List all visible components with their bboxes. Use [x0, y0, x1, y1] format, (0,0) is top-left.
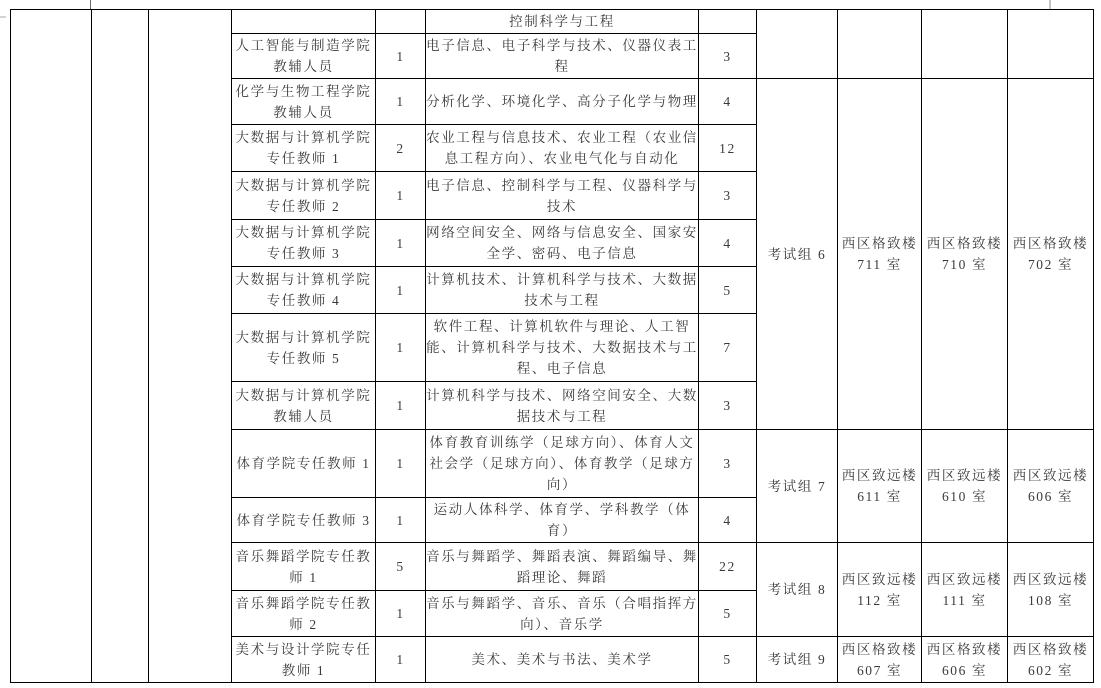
room-cell-1: 西区格致楼 711 室	[838, 79, 922, 430]
page-edge-mark	[0, 16, 6, 18]
majors-cell: 音乐与舞蹈学、音乐、音乐（合唱指挥方向）、音乐学	[426, 591, 699, 637]
position-cell: 美术与设计学院专任教师 1	[232, 637, 376, 683]
count-cell: 12	[699, 125, 757, 172]
position-cell: 大数据与计算机学院专任教师 3	[232, 220, 376, 267]
position-cell: 体育学院专任教师 3	[232, 498, 376, 543]
position-cell: 大数据与计算机学院专任教师 5	[232, 314, 376, 382]
quota-cell: 1	[376, 314, 426, 382]
position-cell: 音乐舞蹈学院专任教师 2	[232, 591, 376, 637]
quota-cell: 1	[376, 267, 426, 314]
position-cell: 化学与生物工程学院教辅人员	[232, 79, 376, 125]
quota-cell	[376, 10, 426, 34]
room-cell-3: 西区格致楼 702 室	[1008, 79, 1094, 430]
room-cell-1: 西区格致楼 607 室	[838, 637, 922, 683]
quota-cell: 1	[376, 220, 426, 267]
majors-cell: 电子信息、电子科学与技术、仪器仪表工程	[426, 34, 699, 79]
count-cell	[699, 10, 757, 34]
majors-cell: 软件工程、计算机软件与理论、人工智能、计算机科学与技术、大数据技术与工程、电子信息	[426, 314, 699, 382]
majors-cell: 音乐与舞蹈学、舞蹈表演、舞蹈编导、舞蹈理论、舞蹈	[426, 543, 699, 591]
exam-group-cell: 考试组 8	[757, 543, 838, 637]
count-cell: 3	[699, 430, 757, 498]
count-cell: 7	[699, 314, 757, 382]
quota-cell: 1	[376, 172, 426, 220]
quota-cell: 5	[376, 543, 426, 591]
quota-cell: 1	[376, 430, 426, 498]
count-cell: 3	[699, 34, 757, 79]
room-cell-3	[1008, 10, 1094, 79]
room-cell-1	[838, 10, 922, 79]
majors-cell: 网络空间安全、网络与信息安全、国家安全学、密码、电子信息	[426, 220, 699, 267]
position-cell: 大数据与计算机学院教辅人员	[232, 382, 376, 430]
majors-cell: 计算机技术、计算机科学与技术、大数据技术与工程	[426, 267, 699, 314]
quota-cell: 1	[376, 34, 426, 79]
room-cell-2: 西区格致楼 606 室	[922, 637, 1008, 683]
quota-cell: 1	[376, 498, 426, 543]
count-cell: 4	[699, 498, 757, 543]
position-cell: 音乐舞蹈学院专任教师 1	[232, 543, 376, 591]
position-cell: 大数据与计算机学院专任教师 1	[232, 125, 376, 172]
left-column-a-cell	[11, 10, 92, 683]
quota-cell: 2	[376, 125, 426, 172]
table-row	[11, 10, 1094, 34]
count-cell: 5	[699, 591, 757, 637]
count-cell: 3	[699, 172, 757, 220]
page-ruler-mark	[1049, 0, 1051, 9]
room-cell-3: 西区致远楼 606 室	[1008, 430, 1094, 543]
majors-cell: 分析化学、环境化学、高分子化学与物理	[426, 79, 699, 125]
majors-cell: 运动人体科学、体育学、学科教学（体育）	[426, 498, 699, 543]
position-cell: 体育学院专任教师 1	[232, 430, 376, 498]
room-cell-2: 西区致远楼 111 室	[922, 543, 1008, 637]
room-cell-2: 西区格致楼 710 室	[922, 79, 1008, 430]
count-cell: 5	[699, 267, 757, 314]
room-cell-1: 西区致远楼 611 室	[838, 430, 922, 543]
room-cell-3: 西区格致楼 602 室	[1008, 637, 1094, 683]
quota-cell: 1	[376, 637, 426, 683]
count-cell: 22	[699, 543, 757, 591]
majors-cell: 计算机科学与技术、网络空间安全、大数据技术与工程	[426, 382, 699, 430]
left-column-b-cell	[92, 10, 149, 683]
position-cell: 人工智能与制造学院教辅人员	[232, 34, 376, 79]
quota-cell: 1	[376, 591, 426, 637]
column-border-overshoot-mark	[90, 0, 91, 9]
room-cell-2	[922, 10, 1008, 79]
room-cell-3: 西区致远楼 108 室	[1008, 543, 1094, 637]
quota-cell: 1	[376, 79, 426, 125]
quota-cell: 1	[376, 382, 426, 430]
exam-schedule-table	[10, 9, 1094, 683]
majors-cell: 美术、美术与书法、美术学	[426, 637, 699, 683]
exam-group-cell	[757, 10, 838, 79]
exam-group-cell: 考试组 7	[757, 430, 838, 543]
exam-group-cell: 考试组 6	[757, 79, 838, 430]
room-cell-2: 西区致远楼 610 室	[922, 430, 1008, 543]
left-column-c-cell	[149, 10, 232, 683]
room-cell-1: 西区致远楼 112 室	[838, 543, 922, 637]
exam-group-cell: 考试组 9	[757, 637, 838, 683]
count-cell: 4	[699, 220, 757, 267]
majors-cell: 体育教育训练学（足球方向）、体育人文社会学（足球方向）、体育教学（足球方向）	[426, 430, 699, 498]
count-cell: 4	[699, 79, 757, 125]
majors-cell: 电子信息、控制科学与工程、仪器科学与技术	[426, 172, 699, 220]
position-cell: 大数据与计算机学院专任教师 4	[232, 267, 376, 314]
position-cell: 大数据与计算机学院专任教师 2	[232, 172, 376, 220]
count-cell: 5	[699, 637, 757, 683]
position-cell	[232, 10, 376, 34]
majors-cell: 农业工程与信息技术、农业工程（农业信息工程方向）、农业电气化与自动化	[426, 125, 699, 172]
count-cell: 3	[699, 382, 757, 430]
majors-cell: 控制科学与工程	[426, 10, 699, 34]
